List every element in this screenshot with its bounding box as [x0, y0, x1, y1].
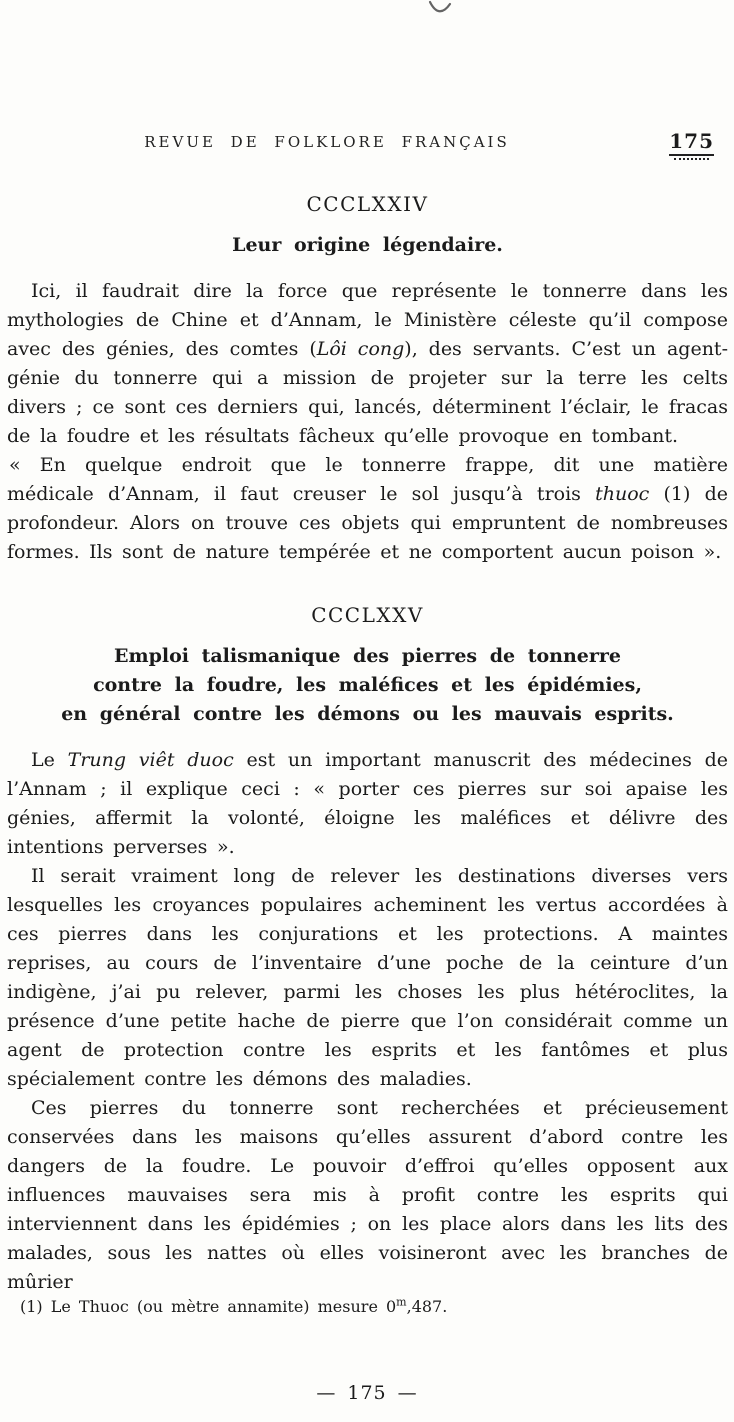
paragraph: Ces pierres du tonnerre sont recherchées et précieusement conservées dans les maisons qu’elles assurent d’abord contre les dangers de la foudre. Le pouvoir d’effroi qu’elles opposent aux influences mauvaises sera mis à profit contre les esprits qui interviennent dans les épidémies ; on les place alors dans les lits des malades, sous les nattes où elles voisineront avec les branches de mûrier	[7, 1097, 728, 1293]
section-title	[7, 642, 728, 729]
page-number	[669, 129, 714, 160]
paragraph: « En quelque endroit que le tonnerre frappe, dit une matière médicale d’Annam, il faut creuser le sol jusqu’à trois thuoc (1) de profondeur. Alors on trouve ces objets qui empruntent de nombreuses formes. Ils sont de nature tempérée et ne comportent aucun poison ».	[7, 454, 728, 563]
page-body	[7, 192, 728, 1297]
page-number-value: 175	[669, 129, 714, 153]
section-title-line: Emploi talismanique des pierres de tonnerre	[113, 645, 622, 667]
journal-title: REVUE DE FOLKLORE FRANÇAIS	[144, 133, 510, 151]
page-number-underline	[669, 154, 714, 156]
section-number: CCCLXXIV	[306, 192, 429, 216]
paragraph: Le Trung viêt duoc est un important manuscrit des médecines de l’Annam ; il explique ceci : « porter ces pierres sur soi apaise les génies, affermit la volonté, éloigne les maléfices et délivre des intentions perverses ».	[7, 749, 728, 858]
section-title-line: Leur origine légendaire.	[232, 234, 503, 256]
paragraph: Ici, il faudrait dire la force que représente le tonnerre dans les mythologies de Chine et d’Annam, le Ministère céleste qu’il compose avec des génies, des comtes (Lôi cong), des servants. C’est un agent-génie du tonnerre qui a mission de projeter sur la terre les celts divers ; ce sont ces derniers qui, lancés, déterminent l’éclair, le fracas de la foudre et les résultats fâcheux qu’elle provoque en tombant.	[7, 280, 728, 447]
footnote: (1) Le Thuoc (ou mètre annamite) mesure 0$^m$,487.	[20, 1295, 448, 1316]
footer-page-number: — 175 —	[316, 1382, 418, 1404]
section-title-line: contre la foudre, les maléfices et les épidémies,	[93, 674, 642, 696]
page-number-underline-dots	[674, 158, 709, 160]
section-title	[7, 231, 728, 260]
scan-artifact	[428, 0, 452, 16]
section-number: CCCLXXV	[311, 603, 424, 627]
section-title-line: en général contre les démons ou les mauvais esprits.	[61, 703, 674, 725]
paragraph: Il serait vraiment long de relever les destinations diverses vers lesquelles les croyances populaires acheminent les vertus accordées à ces pierres dans les conjurations et les protections. A maintes reprises, au cours de l’inventaire d’une poche de la ceinture d’un indigène, j’ai pu relever, parmi les choses les plus hétéroclites, la présence d’une petite hache de pierre que l’on considérait comme un agent de protection contre les esprits et les fantômes et plus spécialement contre les démons des maladies.	[7, 865, 728, 1090]
page-header	[0, 129, 734, 177]
